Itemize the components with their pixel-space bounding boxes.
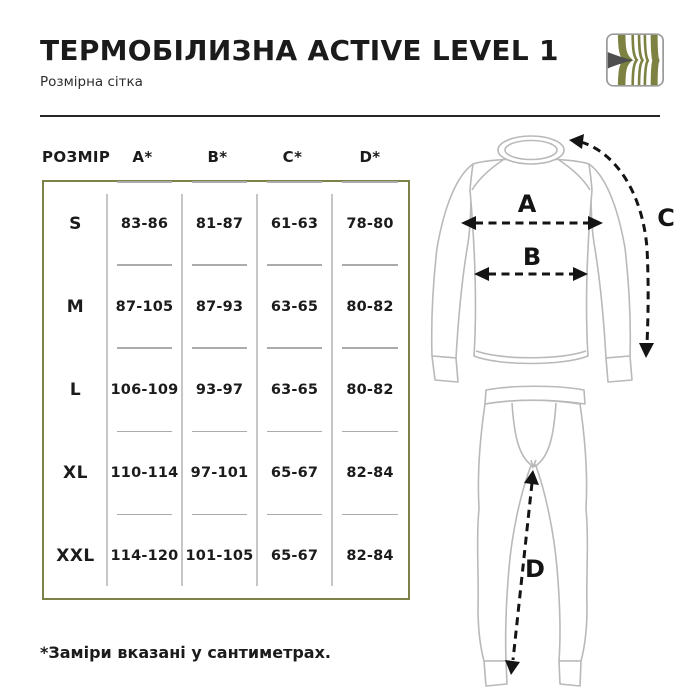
col-header-b: B* — [207, 148, 228, 166]
col-header-d: D* — [359, 148, 381, 166]
value-c: 65-67 — [257, 515, 332, 598]
value-b: 97-101 — [182, 432, 257, 515]
right-cuff — [606, 356, 632, 382]
value-c: 63-65 — [257, 265, 332, 348]
table-row-m — [44, 265, 408, 348]
size-label: XL — [63, 463, 88, 484]
value-d: 78-80 — [332, 182, 408, 265]
size-table-body — [42, 180, 410, 600]
pants-left-cuff — [484, 661, 507, 686]
value-a: 83-86 — [107, 182, 182, 265]
page-title: ТЕРМОБІЛИЗНА ACTIVE LEVEL 1 — [40, 34, 559, 67]
value-d: 82-84 — [332, 515, 408, 598]
size-label: L — [69, 380, 82, 400]
value-c: 61-63 — [257, 182, 332, 265]
garment-diagram — [418, 128, 700, 694]
value-a: 114-120 — [107, 515, 182, 598]
col-header-c: C* — [282, 148, 303, 166]
header-divider — [40, 115, 660, 117]
value-c: 65-67 — [257, 432, 332, 515]
table-row-s — [44, 182, 408, 265]
pants-right-cuff — [559, 661, 581, 686]
label-b: B — [522, 243, 542, 271]
brand-logo-svg — [606, 33, 664, 87]
table-row-xl — [44, 432, 408, 515]
value-d: 80-82 — [332, 265, 408, 348]
col-header-size: РОЗМІР — [42, 148, 111, 166]
value-b: 101-105 — [182, 515, 257, 598]
footnote: *Заміри вказані у сантиметрах. — [40, 643, 331, 662]
value-a: 87-105 — [107, 265, 182, 348]
value-b: 87-93 — [182, 265, 257, 348]
header — [40, 36, 580, 90]
size-table-header — [42, 142, 410, 172]
table-row-l — [44, 348, 408, 431]
value-d: 82-84 — [332, 432, 408, 515]
table-row-xxl — [44, 515, 408, 598]
left-cuff — [432, 356, 458, 382]
garment-diagram-svg — [418, 128, 700, 694]
value-a: 110-114 — [107, 432, 182, 515]
size-label: M — [66, 296, 85, 317]
collar-inner — [505, 141, 557, 160]
size-label: S — [69, 213, 82, 234]
label-d: D — [525, 555, 545, 583]
brand-logo-icon — [606, 33, 664, 87]
col-header-a: A* — [132, 148, 153, 166]
value-d: 80-82 — [332, 348, 408, 431]
label-a: A — [517, 190, 537, 218]
size-label: XXL — [56, 546, 95, 567]
value-c: 63-65 — [257, 348, 332, 431]
page-subtitle: Розмірна сітка — [40, 73, 143, 90]
value-b: 93-97 — [182, 348, 257, 431]
pants-drawing — [478, 386, 588, 686]
label-c: C — [657, 204, 675, 232]
value-b: 81-87 — [182, 182, 257, 265]
value-a: 106-109 — [107, 348, 182, 431]
